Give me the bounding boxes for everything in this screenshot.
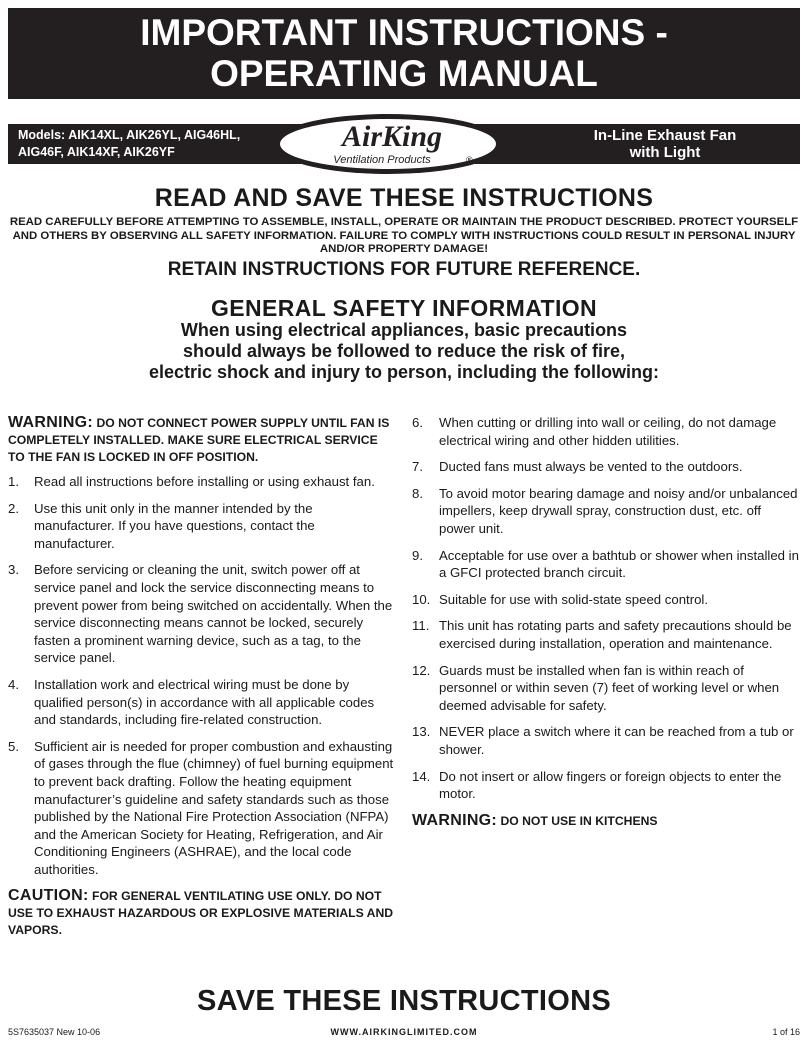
item-text: Read all instructions before installing or using exhaust fan. [34, 474, 375, 489]
list-item [8, 676, 394, 729]
list-item [8, 473, 394, 491]
item-text: Do not insert or allow fingers or foreign objects to enter the motor. [439, 768, 782, 802]
retain-heading: RETAIN INSTRUCTIONS FOR FUTURE REFERENCE. [167, 259, 641, 280]
list-item [412, 547, 800, 582]
warning-label: WARNING: [412, 811, 498, 829]
item-text: To avoid motor bearing damage and noisy and/or unbalanced impellers, keep drywall spray, construction dust, etc. off power unit. [439, 485, 798, 536]
list-item [412, 768, 800, 803]
item-text: When cutting or drilling into wall or ceiling, do not damage electrical wiring and other hidden utilities. [439, 415, 777, 448]
part-number: 5S7635037 New 10-06 [8, 1027, 101, 1037]
item-text: Suitable for use with solid-state speed control. [439, 591, 709, 607]
item-number: 4. [8, 676, 19, 692]
title-line-2: OPERATING MANUAL [210, 53, 598, 94]
precautions-line-3: electric shock and injury to person, including the following: [148, 362, 660, 382]
warning-text: DO NOT USE IN KITCHENS [497, 813, 658, 828]
caution-label: CAUTION: [8, 887, 89, 905]
item-text: Acceptable for use over a bathtub or shower when installed in a GFCI protected branch circuit. [439, 547, 799, 581]
item-text: Before servicing or cleaning the unit, switch power off at service panel and lock the service disconnecting means to prevent power from being switched on accidentally. When the service disconnecting means cannot be locked, securely fasten a prominent warning device, such as a tag, to the service panel. [34, 562, 393, 666]
list-item [412, 414, 800, 449]
warning-kitchens [412, 812, 800, 830]
item-number: 7. [412, 459, 423, 475]
product-name [570, 127, 760, 161]
airking-logo [270, 112, 506, 176]
registered-mark: ® [466, 155, 473, 165]
models-line-2: AIG46F, AIK14XF, AIK26YF [18, 145, 175, 159]
item-number: 12. [412, 662, 431, 678]
safety-list-right [412, 414, 800, 803]
right-column [412, 414, 800, 837]
precautions-line-2: should always be followed to reduce the risk of fire, [182, 341, 626, 361]
logo-wordmark: AirKing [341, 120, 443, 153]
save-instructions-heading: SAVE THESE INSTRUCTIONS [196, 985, 612, 1017]
item-text: NEVER place a switch where it can be reached from a tub or shower. [439, 724, 794, 757]
item-number: 14. [412, 768, 431, 784]
warning-power-supply [8, 414, 394, 466]
item-text: Guards must be installed when fan is within reach of personnel or within seven (7) feet of working level or when deemed advisable for safety. [439, 662, 780, 713]
item-number: 13. [412, 724, 431, 740]
item-number: 2. [8, 500, 19, 516]
item-text: Ducted fans must always be vented to the outdoors. [439, 459, 743, 475]
list-item [412, 617, 800, 652]
product-line-2: with Light [629, 144, 701, 161]
precautions-intro [0, 320, 808, 383]
caution-text: FOR GENERAL VENTILATING USE ONLY. DO NOT USE TO EXHAUST HAZARDOUS OR EXPLOSIVE MATERIALS AND VAPORS. [8, 889, 394, 938]
warning-text: DO NOT CONNECT POWER SUPPLY UNTIL FAN IS COMPLETELY INSTALLED. MAKE SURE ELECTRICAL SERVICE TO THE FAN IS LOCKED IN OFF POSITION. [8, 416, 390, 464]
list-item [412, 723, 800, 758]
title-line-1: IMPORTANT INSTRUCTIONS - [140, 12, 668, 53]
list-item [412, 485, 800, 538]
document-title [8, 8, 800, 99]
item-text: Sufficient air is needed for proper combustion and exhausting of gases through the flue (chimney) of fuel burning equipment to prevent back drafting. Follow the heating equipment manufacturer’s guideline and safety standards such as those published by the National Fire Protection Association (NFPA) and the American Society for Heating, Refrigeration, and Air Conditioning Engineers (ASHRAE), and the local code authorities. [34, 738, 394, 877]
left-column [8, 414, 394, 939]
item-text: Installation work and electrical wiring must be done by qualified person(s) in accordance with all applicable codes and standards, including fire-related construction. [34, 676, 375, 728]
item-number: 9. [412, 547, 423, 563]
page-number: 1 of 16 [772, 1027, 800, 1037]
caution-notice [8, 887, 394, 939]
read-carefully-notice: READ CAREFULLY BEFORE ATTEMPTING TO ASSEMBLE, INSTALL, OPERATE OR MAINTAIN THE PRODUCT DESCRIBED. PROTECT YOURSELF AND OTHERS BY OBSERVING ALL SAFETY INFORMATION. FAILURE TO COMPLY WITH INSTRUCTIONS COULD RESULT IN PERSONAL INJURY AND/OR PROPERTY DAMAGE! [9, 216, 799, 255]
safety-list-left [8, 473, 394, 878]
item-number: 3. [8, 562, 19, 578]
models-list [18, 127, 240, 161]
list-item [8, 561, 394, 667]
logo-subtitle: Ventilation Products [333, 154, 431, 166]
read-save-heading: READ AND SAVE THESE INSTRUCTIONS [154, 184, 654, 212]
list-item [412, 662, 800, 715]
general-safety-heading: GENERAL SAFETY INFORMATION [210, 295, 598, 321]
product-line-1: In-Line Exhaust Fan [593, 127, 737, 144]
website-link[interactable]: WWW.AIRKINGLIMITED.COM [330, 1027, 478, 1037]
item-number: 1. [8, 474, 19, 489]
warning-label: WARNING: [8, 414, 94, 431]
item-number: 5. [8, 738, 19, 754]
item-text: This unit has rotating parts and safety precautions should be exercised during installation, operation and maintenance. [439, 618, 792, 651]
item-number: 11. [412, 618, 430, 634]
list-item [8, 500, 394, 553]
item-text: Use this unit only in the manner intended by the manufacturer. If you have questions, contact the manufacturer. [34, 500, 315, 551]
list-item [8, 738, 394, 879]
item-number: 8. [412, 485, 423, 501]
item-number: 10. [412, 591, 431, 607]
item-number: 6. [412, 415, 423, 430]
list-item [412, 591, 800, 609]
models-line-1: Models: AIK14XL, AIK26YL, AIG46HL, [18, 128, 241, 142]
precautions-line-1: When using electrical appliances, basic precautions [180, 320, 628, 340]
list-item [412, 458, 800, 476]
